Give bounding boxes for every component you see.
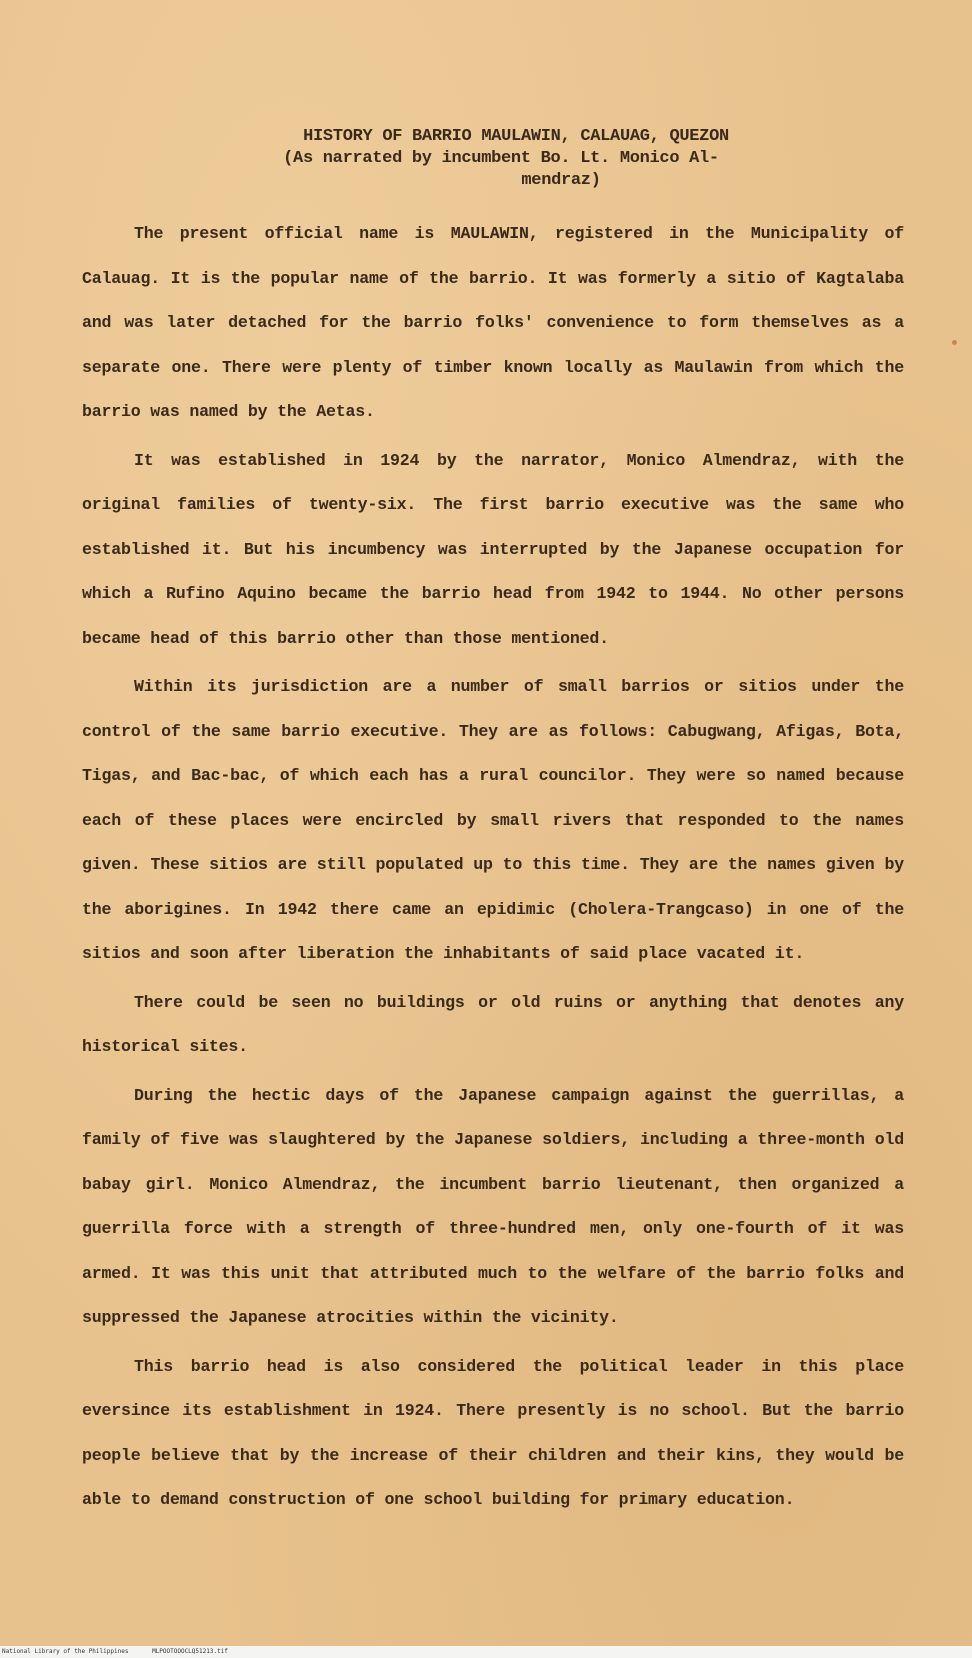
paper-stain (952, 340, 957, 345)
paragraph-official-name: The present official name is MAULAWIN, registered in the Municipality of Calauag. It is the popular name of the barrio. It was formerly a sitio of Kagtalaba and was later detached for the barrio folks' convenience to form themselves as a separate one. There were plenty of timber known locally as Maulawin from which the barrio was named by the Aetas. (82, 224, 904, 421)
document-body (82, 212, 904, 1523)
paragraph-japanese-campaign: During the hectic days of the Japanese campaign against the guerrillas, a family of five was slaughtered by the Japanese soldiers, including a three-month old babay girl. Monico Almendraz, the incumbent barrio lieutenant, then organized a guerrilla force with a strength of three-hundred men, only one-fourth of it was armed. It was this unit that attributed much to the welfare of the barrio folks and suppressed the Japanese atrocities within the vicinity. (82, 1085, 904, 1327)
title-line-1: HISTORY OF BARRIO MAULAWIN, CALAUAG, QUEZON (303, 127, 729, 146)
document-title (0, 126, 972, 192)
paragraph-historical-sites: There could be seen no buildings or old ruins or anything that denotes any historical sites. (82, 992, 904, 1056)
title-line-2: (As narrated by incumbent Bo. Lt. Monico Al- (283, 149, 719, 168)
paragraph-jurisdiction: Within its jurisdiction are a number of small barrios or sitios under the control of the same barrio executive. They are as follows: Cabugwang, Afigas, Bota, Tigas, and Bac-bac, of which each has a rural councilor. They were so named because each of these places were encircled by small rivers that responded to the names given. These sitios are still populated up to this time. They are the names given by the aborigines. In 1942 there came an epidimic (Cholera-Trangcaso) in one of the sitios and soon after liberation the inhabitants of said place vacated it. (82, 677, 904, 963)
scan-footer (0, 1646, 972, 1658)
footer-file-code: MLPOOTOOOCLQ51213.tif (152, 1648, 228, 1655)
footer-library-name: National Library of the Philippines (2, 1648, 129, 1655)
paragraph-political-leader: This barrio head is also considered the political leader in this place eversince its establishment in 1924. There presently is no school. But the barrio people believe that by the increase of their children and their kins, they would be able to demand construction of one school building for primary education. (82, 1356, 904, 1509)
title-line-3: mendraz) (521, 171, 601, 190)
paragraph-establishment: It was established in 1924 by the narrator, Monico Almendraz, with the original families of twenty-six. The first barrio executive was the same who established it. But his incumbency was interrupted by the Japanese occupation for which a Rufino Aquino became the barrio head from 1942 to 1944. No other persons became head of this barrio other than those mentioned. (82, 450, 904, 648)
